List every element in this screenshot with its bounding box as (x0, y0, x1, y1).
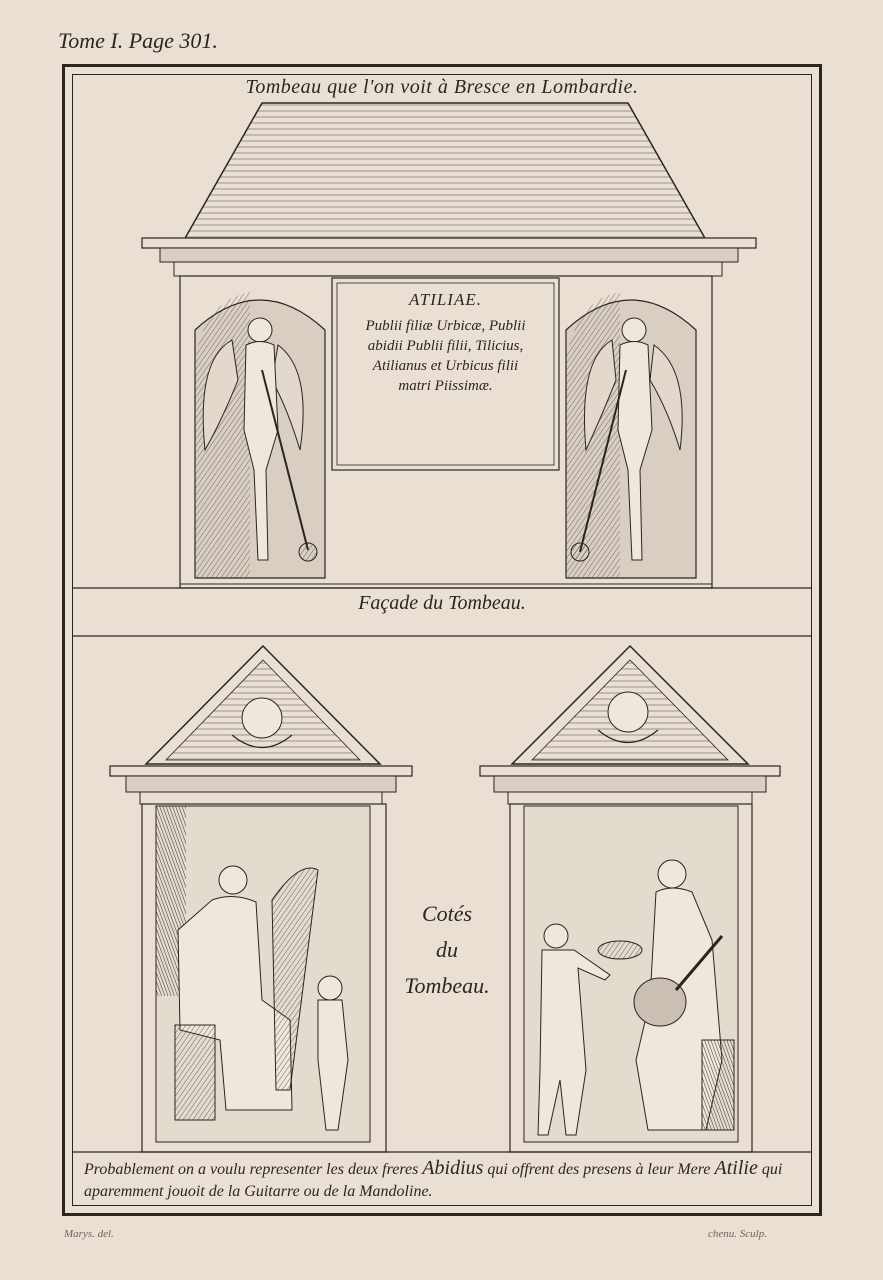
facade-caption: Façade du Tombeau. (358, 592, 526, 614)
right-side-panel (480, 646, 780, 1152)
inscription-line: Atilianus et Urbicus filii (372, 358, 519, 374)
sides-caption (392, 896, 502, 1004)
inscription-line: Publii filiæ Urbicæ, Publii (365, 318, 526, 334)
sides-caption-line: du (436, 937, 458, 962)
page-number: Page 301 (128, 28, 213, 53)
bottom-caption (84, 1157, 804, 1203)
tomb-roof (142, 103, 756, 276)
page-header: Tome I. Page 301. (58, 28, 218, 53)
sides-caption-line: Tombeau. (404, 973, 490, 998)
credit-draftsman: Marys. del. (64, 1228, 114, 1240)
top-title: Tombeau que l'on voit à Bresce en Lombardie. (245, 76, 639, 98)
left-side-panel (110, 646, 412, 1152)
caption-name-abidius: Abidius (422, 1157, 484, 1179)
sides-caption-line: Cotés (421, 901, 473, 926)
inscription-text (337, 316, 554, 396)
inscription-line: abidii Publii filii, Tilicius, (367, 338, 524, 354)
caption-text: qui aparemment jouoit de la Guitarre ou de la Mandoline. (84, 1161, 783, 1200)
caption-name-atilie: Atilie (714, 1157, 758, 1179)
inscription-title: ATILIAE. (408, 290, 482, 309)
credit-engraver: chenu. Sculp. (708, 1228, 767, 1240)
tome-label: Tome I (58, 28, 118, 53)
caption-text: qui offrent des presens à leur Mere (483, 1161, 715, 1178)
inscription-line: matri Piissimæ. (398, 378, 493, 394)
caption-text: Probablement on a voulu representer les deux freres (84, 1161, 423, 1178)
